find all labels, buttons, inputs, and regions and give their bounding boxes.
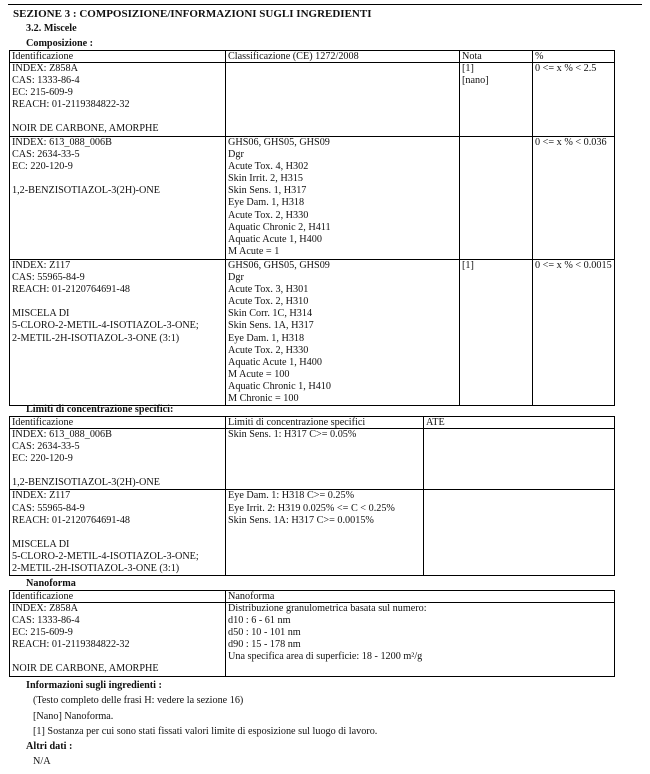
classif-line: Eye Dam. 1, H318 [228,197,305,209]
classif-line: GHS06, GHS05, GHS09 [228,260,330,271]
info-label: Informazioni sugli ingredienti : [26,680,162,691]
classif-line: Eye Dam. 1, H318 [228,332,305,344]
nano-line: d90 : 15 - 178 nm [228,639,301,651]
ident-line: NOIR DE CARBONE, AMORPHE [12,663,159,675]
ident-line: 2-METIL-2H-ISOTIAZOL-3-ONE (3:1) [12,563,180,575]
limits-line: Eye Dam. 1: H318 C>= 0.25% [228,490,355,502]
classif-cell [226,260,460,406]
header-nota: Nota [460,51,533,63]
info-note: [1] Sostanza per cui sono stati fissati valori limite di esposizione sul luogo di lavoro. [33,726,378,737]
composition-header-row [10,51,615,63]
other-label: Altri dati : [26,741,73,752]
limits-label: Limiti di concentrazione specifici: [26,404,174,415]
nano-table [9,590,615,677]
table-row [10,137,615,260]
ident-line: INDEX: Z858A [12,603,78,614]
nota-line: [1] [462,63,474,74]
ident-line: CAS: 1333-86-4 [12,615,80,627]
ident-line: MISCELA DI [12,308,70,320]
ident-line: NOIR DE CARBONE, AMORPHE [12,123,159,135]
composition-table [9,50,615,406]
classif-line: Acute Tox. 2, H330 [228,344,309,356]
limits-line: Skin Sens. 1: H317 C>= 0.05% [228,429,357,440]
ident-line: 2-METIL-2H-ISOTIAZOL-3-ONE (3:1) [12,332,180,344]
table-row [10,429,615,490]
classif-line: Acute Tox. 4, H302 [228,161,309,173]
classif-line: Skin Corr. 1C, H314 [228,308,313,320]
nota-cell [460,137,533,260]
ident-line: EC: 220-120-9 [12,453,73,465]
table-row [10,63,615,137]
nano-line: d50 : 10 - 101 nm [228,627,301,639]
ident-line: EC: 220-120-9 [12,161,73,173]
classif-line: Acute Tox. 2, H330 [228,209,309,221]
pct-cell: 0 <= x % < 0.036 [533,137,615,260]
pct-cell: 0 <= x % < 0.0015 [533,260,615,406]
nano-line: Distribuzione granulometrica basata sul numero: [228,603,427,614]
nano-header-row [10,591,615,603]
header-identificazione: Identificazione [10,591,226,603]
ident-line: INDEX: Z117 [12,260,71,271]
ident-line: REACH: 01-2120764691-48 [12,284,131,296]
classif-line: Dgr [228,272,244,284]
limits-line: Skin Sens. 1A: H317 C>= 0.0015% [228,514,374,526]
classif-cell [226,63,460,137]
classif-line: M Chronic = 100 [228,393,299,405]
limits-table [9,416,615,576]
ident-line: MISCELA DI [12,538,70,550]
nota-line: [nano] [462,75,489,87]
ident-line: CAS: 1333-86-4 [12,75,80,87]
ident-line: CAS: 2634-33-5 [12,441,80,453]
ident-line: CAS: 55965-84-9 [12,502,85,514]
ate-cell [424,429,615,490]
header-ate: ATE [424,417,615,429]
ident-cell [10,260,226,406]
classif-cell [226,137,460,260]
ident-cell [10,137,226,260]
classif-line: Acute Tox. 3, H301 [228,284,309,296]
classif-line: GHS06, GHS05, GHS09 [228,137,330,148]
limits-cell [226,429,424,490]
ident-line: INDEX: 613_088_006B [12,137,112,148]
table-row [10,490,615,576]
classif-line: Acute Tox. 2, H310 [228,296,309,308]
header-limiti: Limiti di concentrazione specifici [226,417,424,429]
info-note: (Testo completo delle frasi H: vedere la sezione 16) [33,695,244,706]
ident-line: 5-CLORO-2-METIL-4-ISOTIAZOL-3-ONE; [12,550,199,562]
classif-line: Aquatic Acute 1, H400 [228,356,322,368]
classif-line: Skin Sens. 1, H317 [228,185,307,197]
classif-line: Aquatic Chronic 2, H411 [228,221,331,233]
header-percent: % [533,51,615,63]
classif-line: M Acute = 100 [228,368,290,380]
limits-header-row [10,417,615,429]
nota-cell [460,260,533,406]
classif-line: Aquatic Acute 1, H400 [228,233,322,245]
ident-cell [10,429,226,490]
classif-line: Aquatic Chronic 1, H410 [228,380,331,392]
ident-line: 5-CLORO-2-METIL-4-ISOTIAZOL-3-ONE; [12,320,199,332]
header-nanoforma: Nanoforma [226,591,615,603]
ident-line: REACH: 01-2120764691-48 [12,514,131,526]
ident-line: 1,2-BENZISOTIAZOL-3(2H)-ONE [12,477,160,489]
section-title: SEZIONE 3 : COMPOSIZIONE/INFORMAZIONI SUGLI INGREDIENTI [13,8,372,20]
classif-line: M Acute = 1 [228,245,280,257]
info-note: [Nano] Nanoforma. [33,711,114,722]
top-rule [8,4,642,5]
nano-cell [226,603,615,677]
classif-line: Skin Sens. 1A, H317 [228,320,314,332]
ident-line: EC: 215-609-9 [12,627,73,639]
ident-line: 1,2-BENZISOTIAZOL-3(2H)-ONE [12,185,160,197]
ident-cell [10,603,226,677]
nano-line: Una specifica area di superficie: 18 - 1200 m²/g [228,651,423,663]
ident-cell [10,63,226,137]
subsection-title: 3.2. Miscele [26,23,77,34]
ident-cell [10,490,226,576]
composition-label: Composizione : [26,38,94,49]
ident-line: REACH: 01-2119384822-32 [12,99,130,111]
nota-cell [460,63,533,137]
ident-line: CAS: 55965-84-9 [12,272,85,284]
table-row [10,603,615,677]
pct-cell: 0 <= x % < 2.5 [533,63,615,137]
classif-line: Skin Irrit. 2, H315 [228,173,303,185]
ident-line: INDEX: Z858A [12,63,78,74]
nano-label: Nanoforma [26,578,76,589]
nano-line: d10 : 6 - 61 nm [228,615,291,627]
limits-cell [226,490,424,576]
header-classificazione: Classificazione (CE) 1272/2008 [226,51,460,63]
ident-line: EC: 215-609-9 [12,87,73,99]
table-row [10,260,615,406]
nota-line: [1] [462,260,474,271]
ident-line: INDEX: 613_088_006B [12,429,112,440]
header-identificazione: Identificazione [10,417,226,429]
limits-line: Eye Irrit. 2: H319 0.025% <= C < 0.25% [228,502,395,514]
other-value: N/A [33,756,51,767]
ate-cell [424,490,615,576]
ident-line: INDEX: Z117 [12,490,71,502]
classif-line: Dgr [228,149,244,161]
header-identificazione: Identificazione [10,51,226,63]
ident-line: REACH: 01-2119384822-32 [12,639,130,651]
ident-line: CAS: 2634-33-5 [12,149,80,161]
